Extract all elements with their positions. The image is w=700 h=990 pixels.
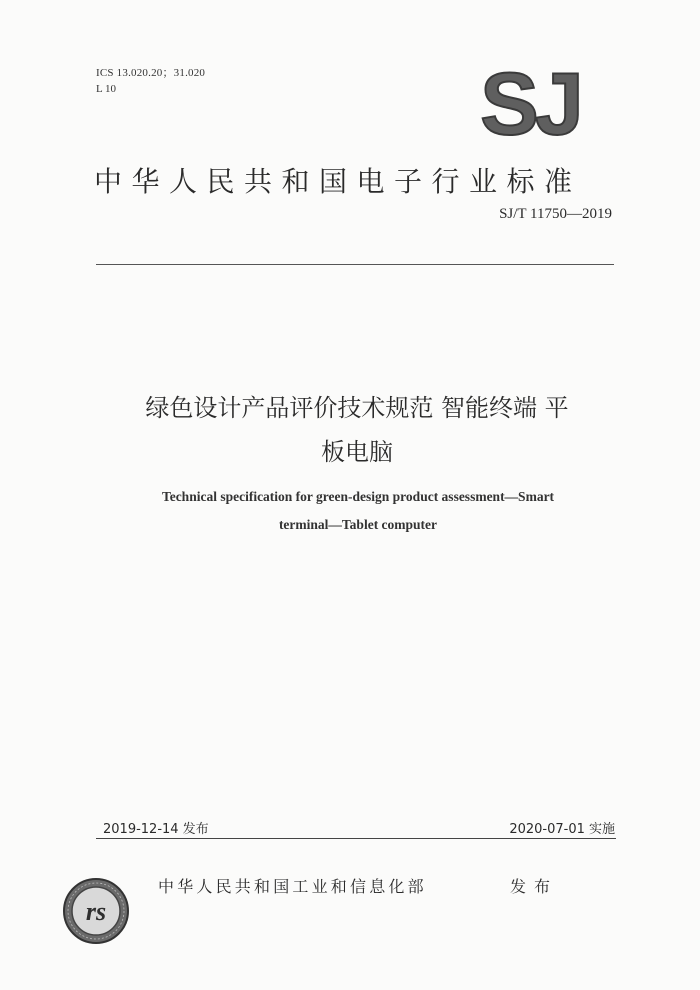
implementation-date: 2020-07-01 实施 bbox=[509, 822, 615, 837]
title-english-line-2: terminal—Tablet computer bbox=[278, 517, 438, 532]
title-chinese-line-1: 绿色设计产品评价技术规范 智能终端 平 bbox=[145, 394, 569, 422]
ics-code: ICS 13.020.20；31.020 bbox=[96, 67, 206, 79]
title-english-line-1: Technical specification for green-design product assessment—Smart bbox=[161, 489, 555, 504]
title-chinese-line-2: 板电脑 bbox=[321, 438, 393, 466]
ccs-code: L 10 bbox=[96, 83, 117, 95]
sj-logo bbox=[474, 66, 586, 144]
standard-category-title: 中华人民共和国电子行业标准 bbox=[94, 165, 582, 198]
issue-date: 2019-12-14 发布 bbox=[103, 822, 209, 837]
publisher-name: 中华人民共和国工业和信息化部 bbox=[158, 877, 427, 896]
title-chinese bbox=[92, 386, 622, 474]
footer-divider bbox=[96, 838, 616, 839]
standard-number: SJ/T 11750—2019 bbox=[499, 206, 612, 222]
ministry-seal-icon bbox=[62, 877, 130, 945]
publish-label: 发布 bbox=[510, 877, 559, 896]
sj-logo-text: SJ bbox=[480, 66, 580, 144]
header-divider bbox=[96, 264, 614, 265]
title-english bbox=[96, 483, 620, 539]
seal-mark: rs bbox=[85, 897, 107, 926]
